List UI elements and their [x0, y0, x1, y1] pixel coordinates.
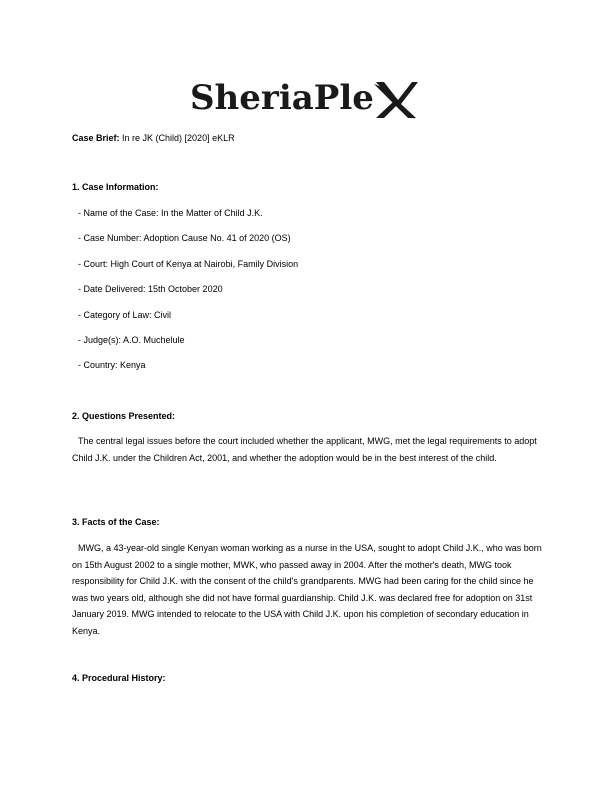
sheriaplex-logo: [190, 74, 422, 124]
facts-paragraph: MWG, a 43-year-old single Kenyan woman working as a nurse in the USA, sought to adopt Child J.K., who was born on 15th August 2002 to a single mother, MWK, who passed away in 2004. After the mother's death, MWG took responsibility for Child J.K. with the consent of the child's grandparents. MWG had been caring for the child since he was two years old, although she did not have formal guardianship. Child J.K. was declared free for adoption on 31st January 2019. MWG intended to relocate to the USA with Child J.K. upon his completion of secondary education in Kenya.: [72, 543, 542, 636]
case-info-item: - Case Number: Adoption Cause No. 41 of 2020 (OS): [78, 233, 291, 243]
case-info-item: - Name of the Case: In the Matter of Child J.K.: [78, 208, 263, 218]
case-brief-line: [72, 130, 235, 146]
case-info-item: - Judge(s): A.O. Muchelule: [78, 335, 185, 345]
logo-text: SheriaPle: [190, 78, 374, 118]
x-swoosh-icon: [372, 78, 418, 120]
case-info-item: - Category of Law: Civil: [78, 310, 172, 320]
section-heading-case-information: 1. Case Information:: [72, 182, 159, 192]
case-info-item: - Court: High Court of Kenya at Nairobi, Family Division: [78, 259, 299, 269]
section-heading-questions: 2. Questions Presented:: [72, 411, 176, 421]
section-heading-procedural-history: 4. Procedural History:: [72, 673, 166, 683]
case-info-item: - Date Delivered: 15th October 2020: [78, 284, 223, 294]
case-info-item: - Country: Kenya: [78, 360, 146, 370]
case-brief-label: Case Brief:: [72, 133, 120, 143]
section-heading-facts: 3. Facts of the Case:: [72, 517, 160, 527]
questions-paragraph: The central legal issues before the court included whether the applicant, MWG, met the legal requirements to adopt Child J.K. under the Children Act, 2001, and whether the adoption would be in the best interest of the child.: [72, 436, 537, 463]
case-brief-value: In re JK (Child) [2020] eKLR: [119, 133, 235, 143]
